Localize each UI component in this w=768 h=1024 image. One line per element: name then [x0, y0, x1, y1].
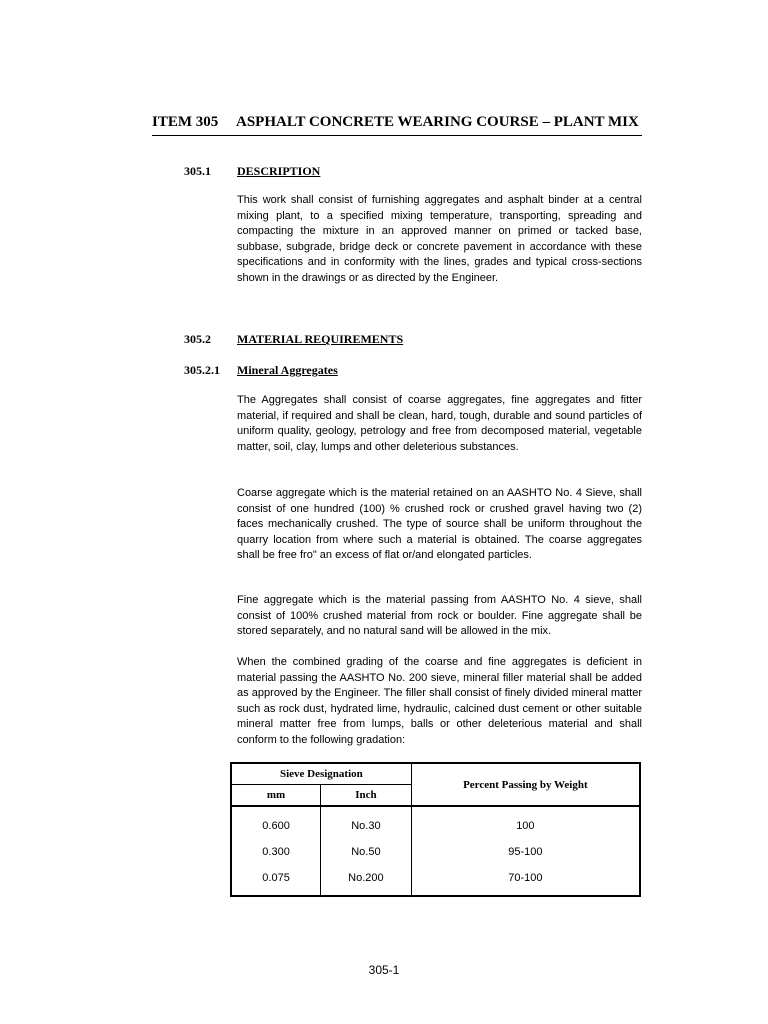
percent-cell: 70-100	[411, 865, 640, 896]
filler-paragraph: When the combined grading of the coarse and fine aggregates is deficient in material passing the AASHTO No. 200 sieve, mineral filler material shall be added as approved by the Engineer. The filler shall consist of finely divided mineral matter such as rock dust, hydrated lime, hydraulic, calcined dust cement or other suitable mineral matter free from lumps, balls or other deleterious material and shall conform to the following gradation:	[237, 656, 642, 746]
item-header	[152, 114, 642, 136]
page-number: 305-1	[368, 963, 400, 977]
item-number: ITEM 305	[152, 114, 219, 130]
aggregates-paragraph: The Aggregates shall consist of coarse aggregates, fine aggregates and fitter material, if required and shall be clean, hard, tough, durable and sound particles of uniform quality, geology, petrology and free from decomposed material, vegetable matter, soil, clay, lumps and other deleterious substances.	[237, 394, 642, 453]
section-number: 305.2	[184, 332, 211, 346]
mm-cell: 0.600	[231, 806, 321, 839]
inch-cell: No.30	[321, 806, 412, 839]
section-title: DESCRIPTION	[237, 164, 321, 178]
table-row	[231, 839, 640, 865]
coarse-aggregate-paragraph: Coarse aggregate which is the material retained on an AASHTO No. 4 Sieve, shall consist of one hundred (100) % crushed rock or crushed gravel having two (2) faces mechanically crushed. The type of source shall be uniform throughout the quarry location from where such a material is obtained. The coarse aggregates shall be free fro" an excess of flat or/and elongated particles.	[237, 487, 642, 562]
percent-cell: 100	[411, 806, 640, 839]
section-heading-mineral-aggregates	[184, 363, 338, 378]
mm-cell: 0.300	[231, 839, 321, 865]
gradation-table	[230, 762, 641, 897]
mm-header: mm	[231, 785, 321, 807]
percent-cell: 95-100	[411, 839, 640, 865]
section-heading-description	[184, 164, 320, 179]
table-row	[231, 806, 640, 839]
section-heading-material-requirements	[184, 332, 403, 347]
section-number: 305.1	[184, 164, 211, 178]
inch-header: Inch	[321, 785, 412, 807]
fine-aggregate-paragraph: Fine aggregate which is the material passing from AASHTO No. 4 sieve, shall consist of 100% crushed material from rock or boulder. Fine aggregate shall be stored separately, and no natural sand will be allowed in the mix.	[237, 594, 642, 638]
item-title: ASPHALT CONCRETE WEARING COURSE – PLANT MIX	[236, 114, 639, 130]
mm-cell: 0.075	[231, 865, 321, 896]
section-title: Mineral Aggregates	[237, 363, 338, 377]
percent-passing-header: Percent Passing by Weight	[411, 763, 640, 806]
section-title: MATERIAL REQUIREMENTS	[237, 332, 404, 346]
section-number: 305.2.1	[184, 363, 220, 377]
sieve-designation-header: Sieve Designation	[231, 763, 411, 785]
inch-cell: No.50	[321, 839, 412, 865]
description-paragraph: This work shall consist of furnishing aggregates and asphalt binder at a central mixing plant, to a specified mixing temperature, transporting, spreading and compacting the mixture in an approved manner on primed or tacked base, subbase, subgrade, bridge deck or concrete pavement in accordance with these specifications and in conformity with the lines, grades and typical cross-sections shown in the drawings or as directed by the Engineer.	[237, 194, 642, 284]
table-row	[231, 865, 640, 896]
inch-cell: No.200	[321, 865, 412, 896]
